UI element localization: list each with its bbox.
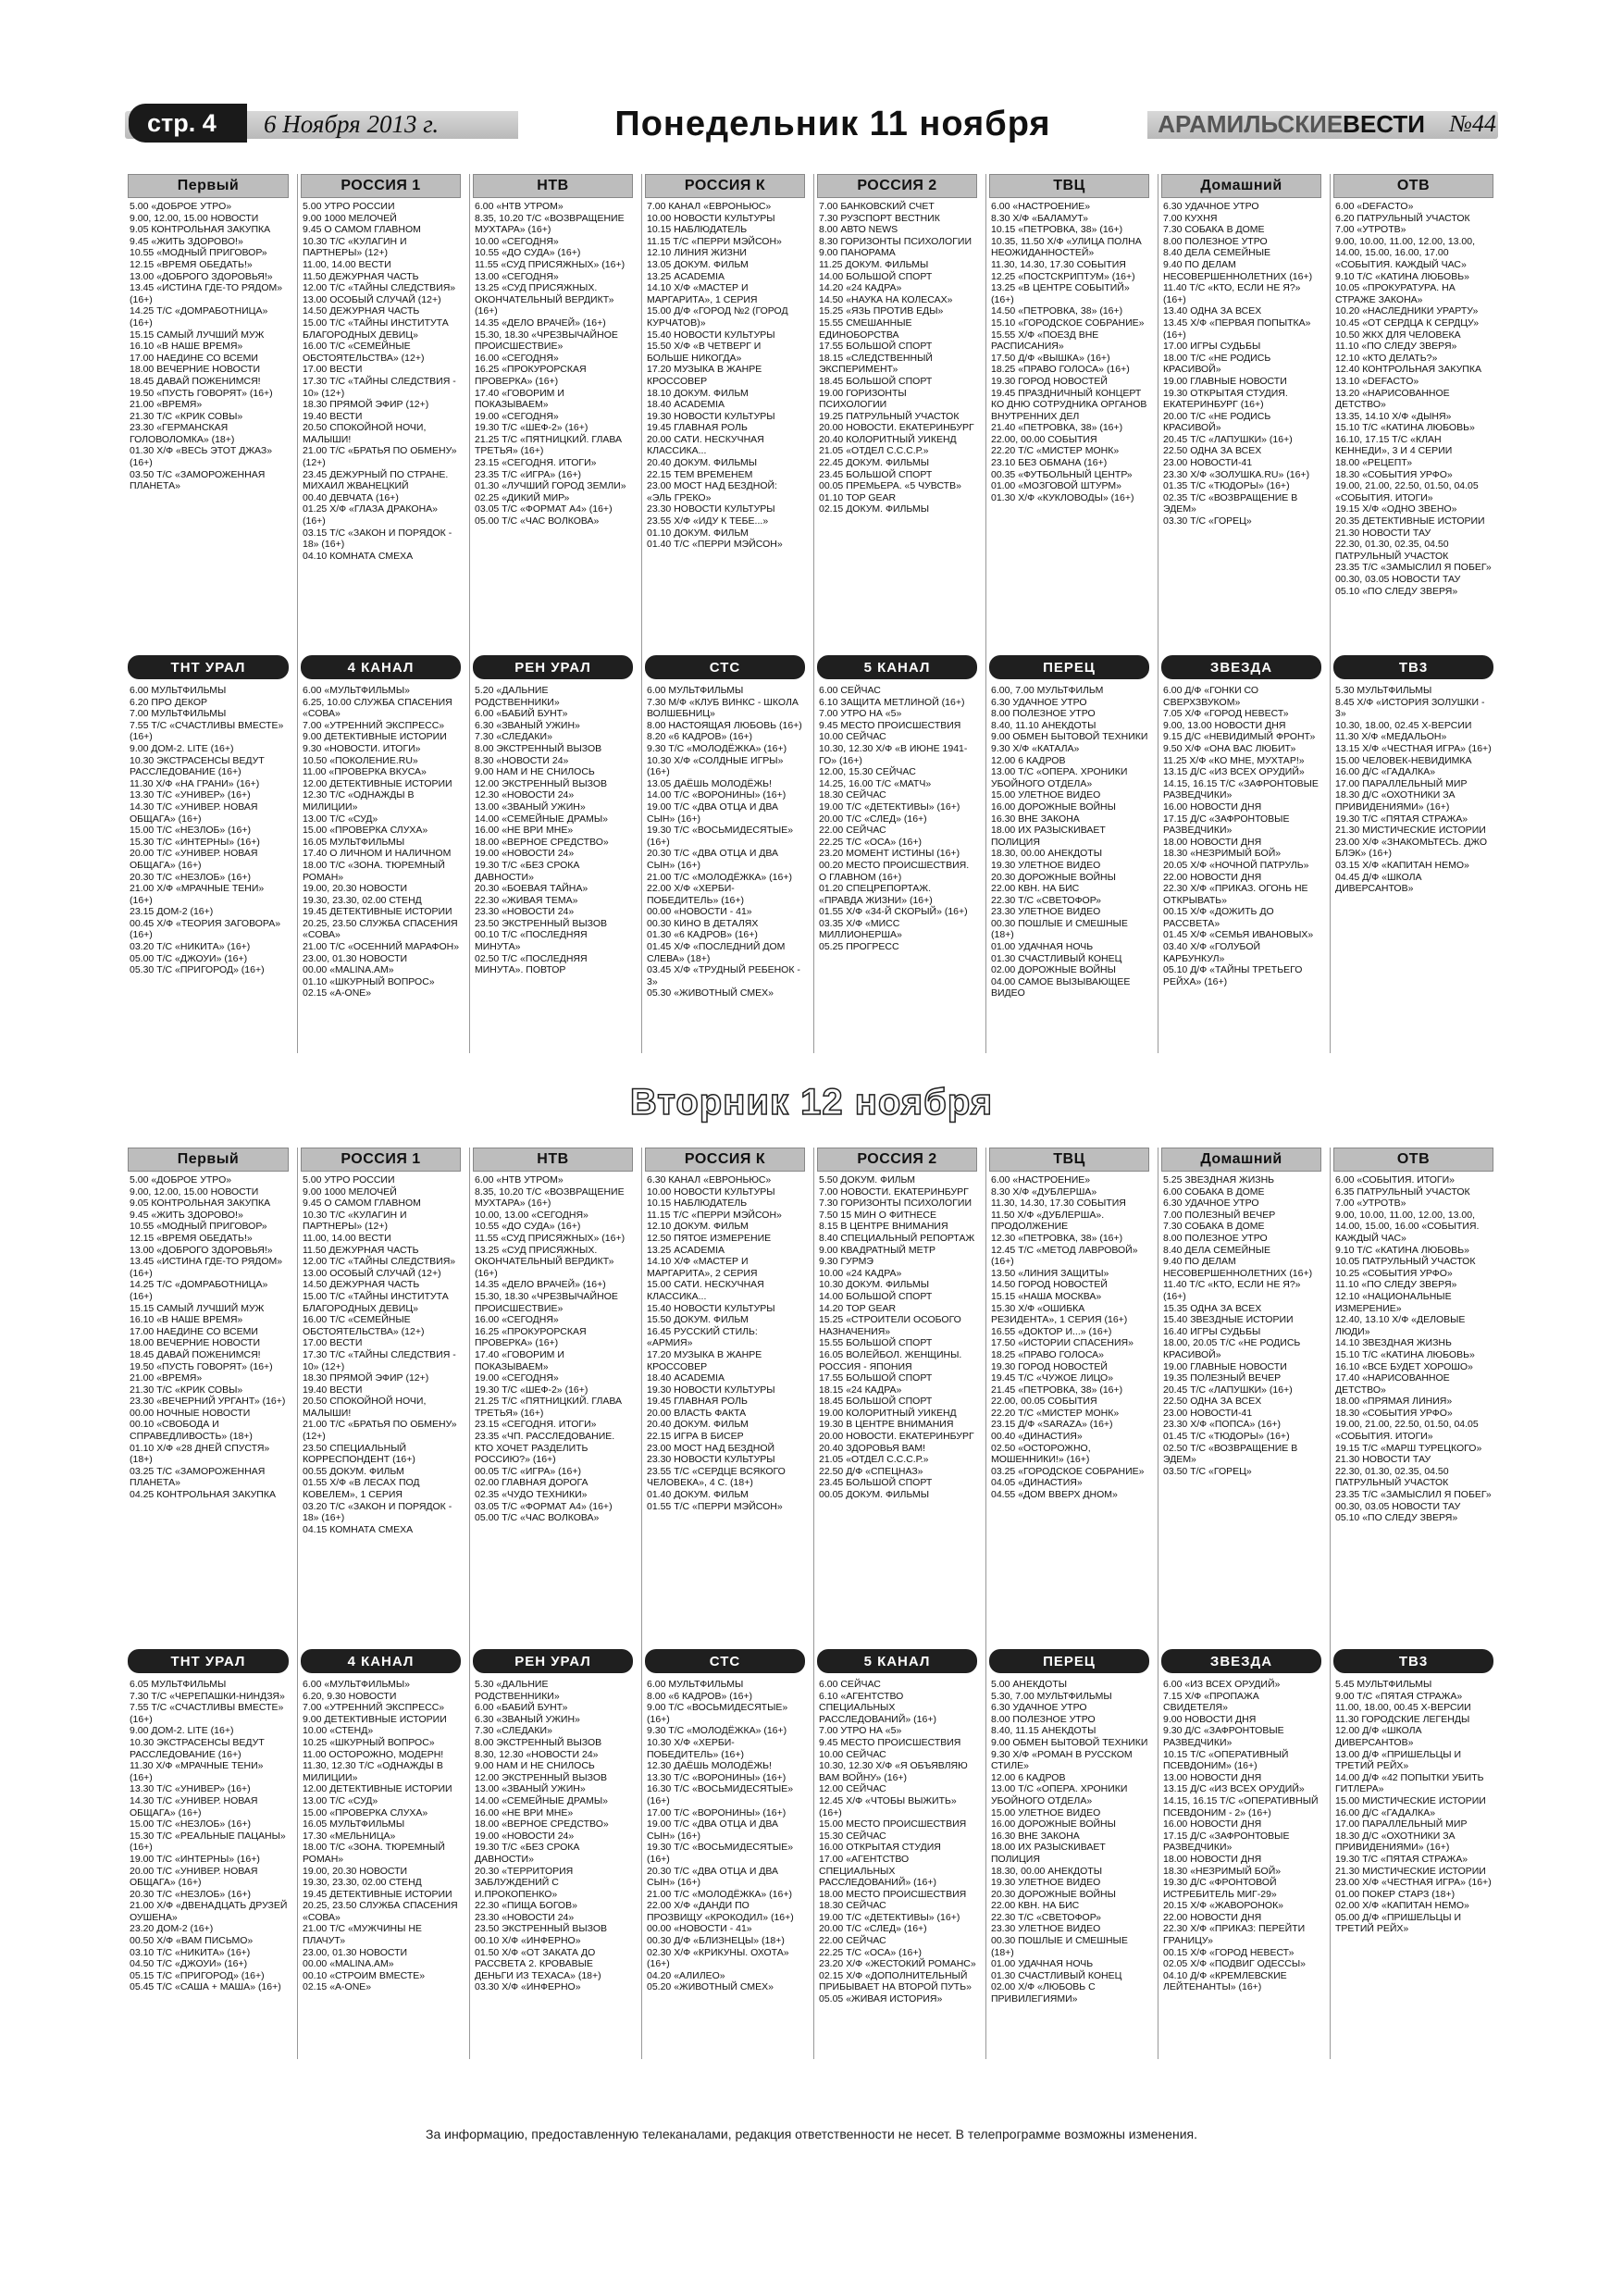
- channel-logo: ПЕРЕЦ: [989, 1649, 1149, 1673]
- channel-logo: ОТВ: [1333, 174, 1493, 198]
- day2-title: Вторник 12 ноября: [629, 1082, 994, 1123]
- channel-column: [1158, 174, 1324, 1053]
- program-list: 6.00 СЕЙЧАС 6.10 ЗАЩИТА МЕТЛИНОЙ (16+) 7.00 УТРО НА «5» 9.45 МЕСТО ПРОИСШЕСТВИЯ 10.00 СЕЙЧАС 10.30, 12.30 Х/Ф «В ИЮНЕ 1941-ГО» (16+) 12.00, 15.30 СЕЙЧАС 14.25, 16.00 Т/С «МАТЧ» 18.30 СЕЙЧАС 19.00 Т/С «ДЕТЕКТИВЫ» (16+) 20.00 Т/С «СЛЕД» (16+) 22.00 СЕЙЧАС 22.25 Т/С «ОСА» (16+) 23.20 МОМЕНТ ИСТИНЫ (16+) 00.20 МЕСТО ПРОИСШЕСТВИЯ. О ГЛАВНОМ (16+) 01.20 СПЕЦРЕПОРТАЖ. «ПРАВДА ЖИЗНИ» (16+) 01.55 Х/Ф «34-Й СКОРЫЙ» (16+) 03.35 Х/Ф «МИСС МИЛЛИОНЕРША» 05.25 ПРОГРЕСС: [819, 685, 970, 953]
- channel-logo: Домашний: [1161, 174, 1321, 198]
- channel-column: [1158, 1148, 1324, 2059]
- page-number: стр. 4: [129, 104, 247, 143]
- issue-number: №44: [1449, 110, 1496, 137]
- program-list: 6.00 «DEFACTO» 6.20 ПАТРУЛЬНЫЙ УЧАСТОК 7.00 «УТРОТВ» 9.00, 10.00, 11.00, 12.00, 13.00, 14.00, 15.00, 16.00, 17.00 «СОБЫТИЯ. КАЖДЫЙ ЧАС» 9.10 Т/С «КАТИНА ЛЮБОВЬ» 10.05 «ПРОКУРАТУРА. НА СТРАЖЕ ЗАКОНА» 10.20 «НАСЛЕДНИКИ УРАРТУ» 10.45 «ОТ СЕРДЦА К СЕРДЦУ» 10.50 ЖКХ ДЛЯ ЧЕЛОВЕКА 11.10 «ПО СЛЕДУ ЗВЕРЯ» 12.10 «КТО ДЕЛАТЬ?» 12.40 КОНТРОЛЬНАЯ ЗАКУПКА 13.10 «DEFACTO» 13.20 «НАРИСОВАННОЕ ДЕТСТВО» 13.35, 14.10 Х/Ф «ДЫНЯ» 15.10 Т/С «КАТИНА ЛЮБОВЬ» 16.10, 17.15 Т/С «КЛАН КЕННЕДИ», 3 И 4 СЕРИИ 18.00 «РЕЦЕПТ» 18.30 «СОБЫТИЯ УРФО» 19.00, 21.00, 22.50, 01.50, 04.05 «СОБЫТИЯ. ИТОГИ» 19.15 Х/Ф «ОДНО ЗВЕНО» 20.35 ДЕТЕКТИВНЫЕ ИСТОРИИ 21.30 НОВОСТИ ТАУ 22.30, 01.30, 02.35, 04.50 ПАТРУЛЬНЫЙ УЧАСТОК 23.35 Т/С «ЗАМЫСЛИЛ Я ПОБЕГ» 00.30, 03.05 НОВОСТИ ТАУ 05.10 «ПО СЛЕДУ ЗВЕРЯ»: [1335, 201, 1492, 597]
- program-list: 7.00 КАНАЛ «ЕВРОНЬЮС» 10.00 НОВОСТИ КУЛЬТУРЫ 10.15 НАБЛЮДАТЕЛЬ 11.15 Т/С «ПЕРРИ МЭЙСОН» 12.10 ЛИНИЯ ЖИЗНИ 13.05 ДОКУМ. ФИЛЬМ 13.25 ACADEMIA 14.10 Х/Ф «МАСТЕР И МАРГАРИТА», 1 СЕРИЯ 15.00 Д/Ф «ГОРОД №2 (ГОРОД КУРЧАТОВ)» 15.40 НОВОСТИ КУЛЬТУРЫ 15.50 Х/Ф «В ЧЕТВЕРГ И БОЛЬШЕ НИКОГДА» 17.20 МУЗЫКА В ЖАНРЕ КРОССОВЕР 18.10 ДОКУМ. ФИЛЬМ 18.40 ACADEMIA 19.30 НОВОСТИ КУЛЬТУРЫ 19.45 ГЛАВНАЯ РОЛЬ 20.00 САТИ. НЕСКУЧНАЯ КЛАССИКА... 20.40 ДОКУМ. ФИЛЬМЫ 22.15 ТЕМ ВРЕМЕНЕМ 23.00 МОСТ НАД БЕЗДНОЙ: «ЭЛЬ ГРЕКО» 23.30 НОВОСТИ КУЛЬТУРЫ 23.55 Х/Ф «ИДУ К ТЕБЕ...» 01.10 ДОКУМ. ФИЛЬМ 01.40 Т/С «ПЕРРИ МЭЙСОН»: [647, 201, 788, 551]
- program-list: 5.00 «ДОБРОЕ УТРО» 9.00, 12.00, 15.00 НОВОСТИ 9.05 КОНТРОЛЬНАЯ ЗАКУПКА 9.45 «ЖИТЬ ЗДОРОВО!» 10.55 «МОДНЫЙ ПРИГОВОР» 12.15 «ВРЕМЯ ОБЕДАТЬ!» 13.00 «ДОБРОГО ЗДОРОВЬЯ!» 13.45 «ИСТИНА ГДЕ-ТО РЯДОМ» (16+) 14.25 Т/С «ДОМРАБОТНИЦА» (16+) 15.15 САМЫЙ ЛУЧШИЙ МУЖ 16.10 «В НАШЕ ВРЕМЯ» 17.00 НАЕДИНЕ СО ВСЕМИ 18.00 ВЕЧЕРНИЕ НОВОСТИ 18.45 ДАВАЙ ПОЖЕНИМСЯ! 19.50 «ПУСТЬ ГОВОРЯТ» (16+) 21.00 «ВРЕМЯ» 21.30 Т/С «КРИК СОВЫ» 23.30 «ГЕРМАНСКАЯ ГОЛОВОЛОМКА» (18+) 01.30 Х/Ф «ВЕСЬ ЭТОТ ДЖАЗ» (16+) 03.50 Т/С «ЗАМОРОЖЕННАЯ ПЛАНЕТА»: [130, 201, 283, 492]
- channel-column: [1330, 174, 1496, 1053]
- program-list: 5.00 УТРО РОССИИ 9.00 1000 МЕЛОЧЕЙ 9.45 О САМОМ ГЛАВНОМ 10.30 Т/С «КУЛАГИН И ПАРТНЕРЫ» (12+) 11.00, 14.00 ВЕСТИ 11.50 ДЕЖУРНАЯ ЧАСТЬ 12.00 Т/С «ТАЙНЫ СЛЕДСТВИЯ» 13.00 ОСОБЫЙ СЛУЧАЙ (12+) 14.50 ДЕЖУРНАЯ ЧАСТЬ 15.00 Т/С «ТАЙНЫ ИНСТИТУТА БЛАГОРОДНЫХ ДЕВИЦ» 16.00 Т/С «СЕМЕЙНЫЕ ОБСТОЯТЕЛЬСТВА» (12+) 17.00 ВЕСТИ 17.30 Т/С «ТАЙНЫ СЛЕДСТВИЯ - 10» (12+) 18.30 ПРЯМОЙ ЭФИР (12+) 19.40 ВЕСТИ 20.50 СПОКОЙНОЙ НОЧИ, МАЛЫШИ! 21.00 Т/С «БРАТЬЯ ПО ОБМЕНУ» (12+) 23.45 ДЕЖУРНЫЙ ПО СТРАНЕ. МИХАИЛ ЖВАНЕЦКИЙ 00.40 ДЕВЧАТА (16+) 01.25 Х/Ф «ГЛАЗА ДРАКОНА» (16+) 03.15 Т/С «ЗАКОН И ПОРЯДОК - 18» (16+) 04.10 КОМНАТА СМЕХА: [303, 201, 457, 562]
- program-list: 5.20 «ДАЛЬНИЕ РОДСТВЕННИКИ» 6.00 «БАБИЙ БУНТ» 6.30 «ЗВАНЫЙ УЖИН» 7.30 «СЛЕДАКИ» 8.00 ЭКСТРЕННЫЙ ВЫЗОВ 8.30 «НОВОСТИ 24» 9.00 НАМ И НЕ СНИЛОСЬ 12.00 ЭКСТРЕННЫЙ ВЫЗОВ 12.30 «НОВОСТИ 24» 13.00 «ЗВАНЫЙ УЖИН» 14.00 «СЕМЕЙНЫЕ ДРАМЫ» 16.00 «НЕ ВРИ МНЕ» 18.00 «ВЕРНОЕ СРЕДСТВО» 19.00 «НОВОСТИ 24» 19.30 Т/С «БЕЗ СРОКА ДАВНОСТИ» 20.30 «БОЕВАЯ ТАЙНА» 22.30 «ЖИВАЯ ТЕМА» 23.30 «НОВОСТИ 24» 23.50 ЭКСТРЕННЫЙ ВЫЗОВ 00.10 Т/С «ПОСЛЕДНЯЯ МИНУТА» 02.50 Т/С «ПОСЛЕДНЯЯ МИНУТА». ПОВТОР: [475, 685, 609, 976]
- newspaper-logo: [1147, 107, 1425, 141]
- program-list: 6.00 «НТВ УТРОМ» 8.35, 10.20 Т/С «ВОЗВРАЩЕНИЕ МУХТАРА» (16+) 10.00 «СЕГОДНЯ» 10.55 «ДО СУДА» (16+) 11.55 «СУД ПРИСЯЖНЫХ» (16+) 13.00 «СЕГОДНЯ» 13.25 «СУД ПРИСЯЖНЫХ. ОКОНЧАТЕЛЬНЫЙ ВЕРДИКТ» (16+) 14.35 «ДЕЛО ВРАЧЕЙ» (16+) 15.30, 18.30 «ЧРЕЗВЫЧАЙНОЕ ПРОИСШЕСТВИЕ» 16.00 «СЕГОДНЯ» 16.25 «ПРОКУРОРСКАЯ ПРОВЕРКА» (16+) 17.40 «ГОВОРИМ И ПОКАЗЫВАЕМ» 19.00 «СЕГОДНЯ» 19.30 Т/С «ШЕФ-2» (16+) 21.25 Т/С «ПЯТНИЦКИЙ. ГЛАВА ТРЕТЬЯ» (16+) 23.15 «СЕГОДНЯ. ИТОГИ» 23.35 Т/С «ИГРА» (16+) 01.30 «ЛУЧШИЙ ГОРОД ЗЕМЛИ» 02.25 «ДИКИЙ МИР» 03.05 Т/С «ФОРМАТ А4» (16+) 05.00 Т/С «ЧАС ВОЛКОВА»: [475, 201, 626, 527]
- channel-logo: РЕН УРАЛ: [473, 655, 633, 679]
- channel-column: [813, 174, 980, 1053]
- channel-column: [125, 174, 291, 1053]
- channel-logo: РОССИЯ 1: [301, 1148, 461, 1172]
- channel-column: [125, 1148, 291, 2059]
- program-list: 6.00, 7.00 МУЛЬТФИЛЬМ 6.30 УДАЧНОЕ УТРО 8.00 ПОЛЕЗНОЕ УТРО 8.40, 11.10 АНЕКДОТЫ 9.00 ОБМЕН БЫТОВОЙ ТЕХНИКИ 9.30 Х/Ф «КАТАЛА» 12.00 6 КАДРОВ 13.00 Т/С «ОПЕРА. ХРОНИКИ УБОЙНОГО ОТДЕЛА» 15.00 УЛЕТНОЕ ВИДЕО 16.00 ДОРОЖНЫЕ ВОЙНЫ 16.30 ВНЕ ЗАКОНА 18.00 ИХ РАЗЫСКИВАЕТ ПОЛИЦИЯ 18.30, 00.00 АНЕКДОТЫ 19.30 УЛЕТНОЕ ВИДЕО 20.30 ДОРОЖНЫЕ ВОЙНЫ 22.00 КВН. НА БИС 22.30 Т/С «СВЕТОФОР» 23.30 УЛЕТНОЕ ВИДЕО 00.30 ПОШЛЫЕ И СМЕШНЫЕ (18+) 01.00 УДАЧНАЯ НОЧЬ 01.30 СЧАСТЛИВЫЙ КОНЕЦ 02.00 ДОРОЖНЫЕ ВОЙНЫ 04.00 САМОЕ ВЫЗЫВАЮЩЕЕ ВИДЕО: [991, 685, 1148, 999]
- channel-logo: Домашний: [1161, 1148, 1321, 1172]
- channel-logo: РОССИЯ К: [645, 174, 805, 198]
- channel-logo: ПЕРЕЦ: [989, 655, 1149, 679]
- channel-column: [297, 174, 464, 1053]
- newspaper-logo-bold: ВЕСТИ: [1343, 110, 1425, 138]
- channel-logo: СТС: [645, 1649, 805, 1673]
- program-list: 5.30 МУЛЬТФИЛЬМЫ 8.45 Х/Ф «ИСТОРИЯ ЗОЛУШКИ - 3» 10.30, 18.00, 02.45 Х-ВЕРСИИ 11.30 Х/Ф «МЕДАЛЬОН» 13.15 Х/Ф «ЧЕСТНАЯ ИГРА» (16+) 15.00 ЧЕЛОВЕК-НЕВИДИМКА 16.00 Д/С «ГАДАЛКА» 17.00 ПАРАЛЛЕЛЬНЫЙ МИР 18.30 Д/С «ОХОТНИКИ ЗА ПРИВИДЕНИЯМИ» (16+) 19.30 Т/С «ПЯТАЯ СТРАЖА» 21.30 МИСТИЧЕСКИЕ ИСТОРИИ 23.00 Х/Ф «ЗНАКОМЬТЕСЬ. ДЖО БЛЭК» (16+) 03.15 Х/Ф «КАПИТАН НЕМО» 04.45 Д/Ф «ШКОЛА ДИВЕРСАНТОВ»: [1335, 685, 1492, 895]
- program-list: 6.00 «НАСТРОЕНИЕ» 8.30 Х/Ф «ДУБЛЕРША» 11.30, 14.30, 17.30 СОБЫТИЯ 11.50 Х/Ф «ДУБЛЕРША». ПРОДОЛЖЕНИЕ 12.30 «ПЕТРОВКА, 38» (16+) 12.45 Т/С «МЕТОД ЛАВРОВОЙ» (16+) 13.50 «ЛИНИЯ ЗАЩИТЫ» 14.50 ГОРОД НОВОСТЕЙ 15.15 «НАША МОСКВА» 15.30 Х/Ф «ОШИБКА РЕЗИДЕНТА», 1 СЕРИЯ (16+) 16.55 «ДОКТОР И...» (16+) 17.50 «ИСТОРИИ СПАСЕНИЯ» 18.25 «ПРАВО ГОЛОСА» 19.30 ГОРОД НОВОСТЕЙ 19.45 Т/С «ЧУЖОЕ ЛИЦО» 21.45 «ПЕТРОВКА, 38» (16+) 22.00, 00.05 СОБЫТИЯ 22.20 Т/С «МИСТЕР МОНК» 23.15 Д/Ф «SARAZA» (16+) 00.40 «ДИНАСТИЯ» 02.50 «ОСТОРОЖНО, МОШЕННИКИ!» (16+) 03.25 «ГОРОДСКОЕ СОБРАНИЕ» 04.05 «ДИНАСТИЯ» 04.55 «ДОМ ВВЕРХ ДНОМ»: [991, 1174, 1145, 1501]
- program-list: 7.00 БАНКОВСКИЙ СЧЕТ 7.30 РУЗСПОРТ ВЕСТНИК 8.00 АВТО NEWS 8.30 ГОРИЗОНТЫ ПСИХОЛОГИИ 9.00 ПАНОРАМА 11.25 ДОКУМ. ФИЛЬМЫ 14.00 БОЛЬШОЙ СПОРТ 14.20 «24 КАДРА» 14.50 «НАУКА НА КОЛЕСАХ» 15.25 «ЯЗЬ ПРОТИВ ЕДЫ» 15.55 СМЕШАННЫЕ ЕДИНОБОРСТВА 17.55 БОЛЬШОЙ СПОРТ 18.15 «СЛЕДСТВЕННЫЙ ЭКСПЕРИМЕНТ» 18.45 БОЛЬШОЙ СПОРТ 19.00 ГОРИЗОНТЫ ПСИХОЛОГИИ 19.25 ПАТРУЛЬНЫЙ УЧАСТОК 20.00 НОВОСТИ. ЕКАТЕРИНБУРГ 20.40 КОЛОРИТНЫЙ УИКЕНД 21.05 «ОТДЕЛ С.С.С.Р.» 22.45 ДОКУМ. ФИЛЬМЫ 23.45 БОЛЬШОЙ СПОРТ 00.05 ПРЕМЬЕРА. «5 ЧУВСТВ» 01.10 TOP GEAR 02.15 ДОКУМ. ФИЛЬМЫ: [819, 201, 974, 515]
- channel-logo: 5 КАНАЛ: [817, 655, 977, 679]
- channel-logo: РОССИЯ 1: [301, 174, 461, 198]
- program-list: 6.00 «СОБЫТИЯ. ИТОГИ» 6.35 ПАТРУЛЬНЫЙ УЧАСТОК 7.00 «УТРОТВ» 9.00, 10.00, 11.00, 12.00, 13.00, 14.00, 15.00, 16.00 «СОБЫТИЯ. КАЖДЫЙ ЧАС» 9.10 Т/С «КАТИНА ЛЮБОВЬ» 10.05 ПАТРУЛЬНЫЙ УЧАСТОК 10.25 «СОБЫТИЯ УРФО» 11.10 «ПО СЛЕДУ ЗВЕРЯ» 12.10 «НАЦИОНАЛЬНЫЕ ИЗМЕРЕНИЕ» 12.40, 13.10 Х/Ф «ДЕЛОВЫЕ ЛЮДИ» 14.10 ЗВЕЗДНАЯ ЖИЗНЬ 15.10 Т/С «КАТИНА ЛЮБОВЬ» 16.10 «ВСЕ БУДЕТ ХОРОШО» 17.40 «НАРИСОВАННОЕ ДЕТСТВО» 18.00 «ПРЯМАЯ ЛИНИЯ» 18.30 «СОБЫТИЯ УРФО» 19.00, 21.00, 22.50, 01.50, 04.05 «СОБЫТИЯ. ИТОГИ» 19.15 Т/С «МАРШ ТУРЕЦКОГО» 21.30 НОВОСТИ ТАУ 22.30, 01.30, 02.35, 04.50 ПАТРУЛЬНЫЙ УЧАСТОК 23.35 Т/С «ЗАМЫСЛИЛ Я ПОБЕГ» 00.30, 03.05 НОВОСТИ ТАУ 05.10 «ПО СЛЕДУ ЗВЕРЯ»: [1335, 1174, 1492, 1524]
- channel-column: [641, 174, 808, 1053]
- channel-logo: ОТВ: [1333, 1148, 1493, 1172]
- program-list: 5.30 «ДАЛЬНИЕ РОДСТВЕННИКИ» 6.00 «БАБИЙ БУНТ» 6.30 «ЗВАНЫЙ УЖИН» 7.30 «СЛЕДАКИ» 8.00 ЭКСТРЕННЫЙ ВЫЗОВ 8.30, 12.30 «НОВОСТИ 24» 9.00 НАМ И НЕ СНИЛОСЬ 12.00 ЭКСТРЕННЫЙ ВЫЗОВ 13.00 «ЗВАНЫЙ УЖИН» 14.00 «СЕМЕЙНЫЕ ДРАМЫ» 16.00 «НЕ ВРИ МНЕ» 18.00 «ВЕРНОЕ СРЕДСТВО» 19.00 «НОВОСТИ 24» 19.30 Т/С «БЕЗ СРОКА ДАВНОСТИ» 20.30 «ТЕРРИТОРИЯ ЗАБЛУЖДЕНИЙ С И.ПРОКОПЕНКО» 22.30 «ПИЩА БОГОВ» 23.30 «НОВОСТИ 24» 23.50 ЭКСТРЕННЫЙ ВЫЗОВ 00.10 Х/Ф «ИНФЕРНО» 01.50 Х/Ф «ОТ ЗАКАТА ДО РАССВЕТА 2. КРОВАВЫЕ ДЕНЬГИ ИЗ ТЕХАСА» (18+) 03.30 Х/Ф «ИНФЕРНО»: [475, 1679, 609, 1993]
- channel-logo: 4 КАНАЛ: [301, 1649, 461, 1673]
- channel-logo: ТВ3: [1333, 655, 1493, 679]
- channel-logo: Первый: [128, 174, 289, 198]
- program-list: 6.00 МУЛЬТФИЛЬМЫ 8.00 «6 КАДРОВ» (16+) 9.00 Т/С «ВОСЬМИДЕСЯТЫЕ» (16+) 9.30 Т/С «МОЛОДЁЖКА» (16+) 10.30 Х/Ф «ХЕРБИ-ПОБЕДИТЕЛЬ» (16+) 12.30 ДАЁШЬ МОЛОДЁЖЬ! 13.30 Т/С «ВОРОНИНЫ» (16+) 16.30 Т/С «ВОСЬМИДЕСЯТЫЕ» (16+) 17.00 Т/С «ВОРОНИНЫ» (16+) 19.00 Т/С «ДВА ОТЦА И ДВА СЫН» (16+) 19.30 Т/С «ВОСЬМИДЕСЯТЫЕ» (16+) 20.30 Т/С «ДВА ОТЦА И ДВА СЫН» (16+) 21.00 Т/С «МОЛОДЁЖКА» (16+) 22.00 Х/Ф «ДАНДИ ПО ПРОЗВИЩУ «КРОКОДИЛ» (16+) 00.00 «НОВОСТИ - 41» 00.30 Д/Ф «БЛИЗНЕЦЫ» (18+) 02.30 Х/Ф «КРИКУНЫ. ОХОТА» (16+) 04.20 «АЛИЛЕО» 05.20 «ЖИВОТНЫЙ СМЕХ»: [647, 1679, 794, 1993]
- issue-date: 6 Ноября 2013 г.: [264, 110, 440, 138]
- channel-column: [641, 1148, 808, 2059]
- channel-column: [469, 1148, 636, 2059]
- program-list: 6.00 «ИЗ ВСЕХ ОРУДИЙ» 7.15 Х/Ф «ПРОПАЖА СВИДЕТЕЛЯ» 9.00 НОВОСТИ ДНЯ 9.30 Д/С «ЗАФРОНТОВЫЕ РАЗВЕДЧИКИ» 10.15 Т/С «ОПЕРАТИВНЫЙ ПСЕВДОНИМ» (16+) 13.00 НОВОСТИ ДНЯ 13.15 Д/С «ИЗ ВСЕХ ОРУДИЙ» 14.15, 16.15 Т/С «ОПЕРАТИВНЫЙ ПСЕВДОНИМ - 2» (16+) 16.00 НОВОСТИ ДНЯ 17.15 Д/С «ЗАФРОНТОВЫЕ РАЗВЕДЧИКИ» 18.00 НОВОСТИ ДНЯ 18.30 «НЕЗРИМЫЙ БОЙ» 19.30 Д/С «ФРОНТОВОЙ ИСТРЕБИТЕЛЬ МИГ-29» 20.15 Х/Ф «ЖАВОРОНОК» 22.00 НОВОСТИ ДНЯ 22.30 Х/Ф «ПРИКАЗ: ПЕРЕЙТИ ГРАНИЦУ» 00.15 Х/Ф «ГОРОД НЕВЕСТ» 02.05 Х/Ф «ПОДВИГ ОДЕССЫ» 04.10 Д/Ф «КРЕМЛЕВСКИЕ ЛЕЙТЕНАНТЫ» (16+): [1163, 1679, 1319, 1993]
- channel-logo: РОССИЯ 2: [817, 1148, 977, 1172]
- channel-logo: 5 КАНАЛ: [817, 1649, 977, 1673]
- program-list: 5.50 ДОКУМ. ФИЛЬМ 7.00 НОВОСТИ. ЕКАТЕРИНБУРГ 7.30 ГОРИЗОНТЫ ПСИХОЛОГИИ 7.50 15 МИН О ФИТНЕСЕ 8.15 В ЦЕНТРЕ ВНИМАНИЯ 8.40 СПЕЦИАЛЬНЫЙ РЕПОРТАЖ 9.00 КВАДРАТНЫЙ МЕТР 9.30 ГУРМЭ 10.00 «24 КАДРА» 10.30 ДОКУМ. ФИЛЬМЫ 14.00 БОЛЬШОЙ СПОРТ 14.20 TOP GEAR 15.25 «СТРОИТЕЛИ ОСОБОГО НАЗНАЧЕНИЯ» 15.55 БОЛЬШОЙ СПОРТ 16.05 ВОЛЕЙБОЛ. ЖЕНЩИНЫ. РОССИЯ - ЯПОНИЯ 17.55 БОЛЬШОЙ СПОРТ 18.15 «24 КАДРА» 18.45 БОЛЬШОЙ СПОРТ 19.00 КОЛОРИТНЫЙ УИКЕНД 19.30 В ЦЕНТРЕ ВНИМАНИЯ 20.00 НОВОСТИ. ЕКАТЕРИНБУРГ 20.40 ЗДОРОВЬЯ ВАМ! 21.05 «ОТДЕЛ С.С.С.Р.» 22.50 Д/Ф «СПЕЦНАЗ» 23.45 БОЛЬШОЙ СПОРТ 00.05 ДОКУМ. ФИЛЬМЫ: [819, 1174, 975, 1501]
- schedule-grid-tuesday: [125, 1148, 1504, 2059]
- channel-logo: ТВЦ: [989, 174, 1149, 198]
- channel-logo: ТНТ УРАЛ: [128, 1649, 289, 1673]
- channel-logo: ТВ3: [1333, 1649, 1493, 1673]
- channel-logo: НТВ: [473, 174, 633, 198]
- channel-column: [985, 174, 1152, 1053]
- program-list: 6.00 «НТВ УТРОМ» 8.35, 10.20 Т/С «ВОЗВРАЩЕНИЕ МУХТАРА» (16+) 10.00, 13.00 «СЕГОДНЯ» 10.55 «ДО СУДА» (16+) 11.55 «СУД ПРИСЯЖНЫХ» (16+) 13.25 «СУД ПРИСЯЖНЫХ. ОКОНЧАТЕЛЬНЫЙ ВЕРДИКТ» (16+) 14.35 «ДЕЛО ВРАЧЕЙ» (16+) 15.30, 18.30 «ЧРЕЗВЫЧАЙНОЕ ПРОИСШЕСТВИЕ» 16.00 «СЕГОДНЯ» 16.25 «ПРОКУРОРСКАЯ ПРОВЕРКА» (16+) 17.40 «ГОВОРИМ И ПОКАЗЫВАЕМ» 19.00 «СЕГОДНЯ» 19.30 Т/С «ШЕФ-2» (16+) 21.25 Т/С «ПЯТНИЦКИЙ. ГЛАВА ТРЕТЬЯ» (16+) 23.15 «СЕГОДНЯ. ИТОГИ» 23.35 «ЧП. РАССЛЕДОВАНИЕ. КТО ХОЧЕТ РАЗДЕЛИТЬ РОССИЮ?» (16+) 00.05 Т/С «ИГРА» (16+) 02.00 ГЛАВНАЯ ДОРОГА 02.35 «ЧУДО ТЕХНИКИ» 03.05 Т/С «ФОРМАТ А4» (16+) 05.00 Т/С «ЧАС ВОЛКОВА»: [475, 1174, 626, 1524]
- program-list: 6.00 «МУЛЬТФИЛЬМЫ» 6.25, 10.00 СЛУЖБА СПАСЕНИЯ «СОВА» 7.00 «УТРЕННИЙ ЭКСПРЕСС» 9.00 ДЕТЕКТИВНЫЕ ИСТОРИИ 9.30 «НОВОСТИ. ИТОГИ» 10.50 «ПОКОЛЕНИЕ.RU» 11.00 «ПРОВЕРКА ВКУСА» 12.00 ДЕТЕКТИВНЫЕ ИСТОРИИ 12.30 Т/С «ОДНАЖДЫ В МИЛИЦИИ» 13.00 Т/С «СУД» 15.00 «ПРОВЕРКА СЛУХА» 16.05 МУЛЬТФИЛЬМЫ 17.40 О ЛИЧНОМ И НАЛИЧНОМ 18.00 Т/С «ЗОНА. ТЮРЕМНЫЙ РОМАН» 19.00, 20.30 НОВОСТИ 19.30, 23.30, 02.00 СТЕНД 19.45 ДЕТЕКТИВНЫЕ ИСТОРИИ 20.25, 23.50 СЛУЖБА СПАСЕНИЯ «СОВА» 21.00 Т/С «ОСЕННИЙ МАРАФОН» 23.00, 01.30 НОВОСТИ 00.00 «MALINA.AM» 01.10 «ШКУРНЫЙ ВОПРОС» 02.15 «A-ONE»: [303, 685, 460, 999]
- channel-logo: РОССИЯ 2: [817, 174, 977, 198]
- channel-column: [813, 1148, 980, 2059]
- program-list: 6.00 «НАСТРОЕНИЕ» 8.30 Х/Ф «БАЛАМУТ» 10.15 «ПЕТРОВКА, 38» (16+) 10.35, 11.50 Х/Ф «УЛИЦА ПОЛНА НЕОЖИДАННОСТЕЙ» 11.30, 14.30, 17.30 СОБЫТИЯ 12.25 «ПОСТСКРИПТУМ» (16+) 13.25 «В ЦЕНТРЕ СОБЫТИЙ» (16+) 14.50 «ПЕТРОВКА, 38» (16+) 15.10 «ГОРОДСКОЕ СОБРАНИЕ» 15.55 Х/Ф «ПОЕЗД ВНЕ РАСПИСАНИЯ» 17.50 Д/Ф «ВЫШКА» (16+) 18.25 «ПРАВО ГОЛОСА» (16+) 19.30 ГОРОД НОВОСТЕЙ 19.45 ПРАЗДНИЧНЫЙ КОНЦЕРТ КО ДНЮ СОТРУДНИКА ОРГАНОВ ВНУТРЕННИХ ДЕЛ 21.40 «ПЕТРОВКА, 38» (16+) 22.00, 00.00 СОБЫТИЯ 22.20 Т/С «МИСТЕР МОНК» 23.10 БЕЗ ОБМАНА (16+) 00.35 «ФУТБОЛЬНЫЙ ЦЕНТР» 01.00 «МОЗГОВОЙ ШТУРМ» 01.30 Х/Ф «КУКЛОВОДЫ» (16+): [991, 201, 1147, 503]
- program-list: 6.00 «МУЛЬТФИЛЬМЫ» 6.20, 9.30 НОВОСТИ 7.00 «УТРЕННИЙ ЭКСПРЕСС» 9.00 ДЕТЕКТИВНЫЕ ИСТОРИИ 10.00 «СТЕНД» 10.25 «ШКУРНЫЙ ВОПРОС» 11.00 ОСТОРОЖНО, МОДЕРН! 11.30, 12.30 Т/С «ОДНАЖДЫ В МИЛИЦИИ» 12.00 ДЕТЕКТИВНЫЕ ИСТОРИИ 13.00 Т/С «СУД» 15.00 «ПРОВЕРКА СЛУХА» 16.05 МУЛЬТФИЛЬМЫ 17.30 «МЕЛЬНИЦА» 18.00 Т/С «ЗОНА. ТЮРЕМНЫЙ РОМАН» 19.00, 20.30 НОВОСТИ 19.30, 23.30, 02.00 СТЕНД 19.45 ДЕТЕКТИВНЫЕ ИСТОРИИ 20.25, 23.50 СЛУЖБА СПАСЕНИЯ «СОВА» 21.00 Т/С «МУЖЧИНЫ НЕ ПЛАЧУТ» 23.00, 01.30 НОВОСТИ 00.00 «MALINA.AM» 00.10 «СТРОИМ ВМЕСТЕ» 02.15 «A-ONE»: [303, 1679, 458, 1993]
- program-list: 5.25 ЗВЕЗДНАЯ ЖИЗНЬ 6.00 СОБАКА В ДОМЕ 6.30 УДАЧНОЕ УТРО 7.00 ПОЛЕЗНЫЙ ВЕЧЕР 7.30 СОБАКА В ДОМЕ 8.00 ПОЛЕЗНОЕ УТРО 8.40 ДЕЛА СЕМЕЙНЫЕ 9.40 ПО ДЕЛАМ НЕСОВЕРШЕННОЛЕТНИХ (16+) 11.40 Т/С «КТО, ЕСЛИ НЕ Я?» (16+) 15.35 ОДНА ЗА ВСЕХ 15.40 ЗВЕЗДНЫЕ ИСТОРИИ 16.40 ИГРЫ СУДЬБЫ 18.00, 20.05 Т/С «НЕ РОДИСЬ КРАСИВОЙ» 19.00 ГЛАВНЫЕ НОВОСТИ 19.35 ПОЛЕЗНЫЙ ВЕЧЕР 20.45 Т/С «ЛАПУШКИ» (16+) 22.50 ОДНА ЗА ВСЕХ 23.00 НОВОСТИ-41 23.30 Х/Ф «ПОПСА» (16+) 01.45 Т/С «ТЮДОРЫ» (16+) 02.50 Т/С «ВОЗВРАЩЕНИЕ В ЭДЕМ» 03.50 Т/С «ГОРЕЦ»: [1163, 1174, 1313, 1477]
- program-list: 6.30 КАНАЛ «ЕВРОНЬЮС» 10.00 НОВОСТИ КУЛЬТУРЫ 10.15 НАБЛЮДАТЕЛЬ 11.15 Т/С «ПЕРРИ МЭЙСОН» 12.10 ДОКУМ. ФИЛЬМ 12.50 ПЯТОЕ ИЗМЕРЕНИЕ 13.25 ACADEMIA 14.10 Х/Ф «МАСТЕР И МАРГАРИТА», 2 СЕРИЯ 15.00 САТИ. НЕСКУЧНАЯ КЛАССИКА... 15.40 НОВОСТИ КУЛЬТУРЫ 15.50 ДОКУМ. ФИЛЬМ 16.45 РУССКИЙ СТИЛЬ: «АРМИЯ» 17.20 МУЗЫКА В ЖАНРЕ КРОССОВЕР 18.40 ACADEMIA 19.30 НОВОСТИ КУЛЬТУРЫ 19.45 ГЛАВНАЯ РОЛЬ 20.00 ВЛАСТЬ ФАКТА 20.40 ДОКУМ. ФИЛЬМ 22.15 ИГРА В БИСЕР 23.00 МОСТ НАД БЕЗДНОЙ 23.30 НОВОСТИ КУЛЬТУРЫ 23.55 Т/С «СЕРДЦЕ ВСЯКОГО ЧЕЛОВЕКА», 4 С. (18+) 01.40 ДОКУМ. ФИЛЬМ 01.55 Т/С «ПЕРРИ МЭЙСОН»: [647, 1174, 786, 1512]
- channel-logo: ТНТ УРАЛ: [128, 655, 289, 679]
- disclaimer: За информацию, предоставленную телеканалами, редакция ответственности не несет. В телепрограмме возможны изменения.: [426, 2127, 1197, 2141]
- channel-logo: СТС: [645, 655, 805, 679]
- program-list: 6.30 УДАЧНОЕ УТРО 7.00 КУХНЯ 7.30 СОБАКА В ДОМЕ 8.00 ПОЛЕЗНОЕ УТРО 8.40 ДЕЛА СЕМЕЙНЫЕ 9.40 ПО ДЕЛАМ НЕСОВЕРШЕННОЛЕТНИХ (16+) 11.40 Т/С «КТО, ЕСЛИ НЕ Я?» (16+) 13.40 ОДНА ЗА ВСЕХ 13.45 Х/Ф «ПЕРВАЯ ПОПЫТКА» (16+) 17.00 ИГРЫ СУДЬБЫ 18.00 Т/С «НЕ РОДИСЬ КРАСИВОЙ» 19.00 ГЛАВНЫЕ НОВОСТИ 19.30 ОТКРЫТАЯ СТУДИЯ. ЕКАТЕРИНБУРГ (16+) 20.00 Т/С «НЕ РОДИСЬ КРАСИВОЙ» 20.45 Т/С «ЛАПУШКИ» (16+) 22.50 ОДНА ЗА ВСЕХ 23.00 НОВОСТИ-41 23.30 Х/Ф «ЗОЛУШКА.RU» (16+) 01.35 Т/С «ТЮДОРЫ» (16+) 02.35 Т/С «ВОЗВРАЩЕНИЕ В ЭДЕМ» 03.30 Т/С «ГОРЕЦ»: [1163, 201, 1313, 527]
- channel-logo: ЗВЕЗДА: [1161, 1649, 1321, 1673]
- channel-logo: РОССИЯ К: [645, 1148, 805, 1172]
- channel-column: [1330, 1148, 1496, 2059]
- channel-logo: НТВ: [473, 1148, 633, 1172]
- newspaper-logo-light: АРАМИЛЬСКИЕ: [1158, 110, 1344, 138]
- program-list: 5.00 УТРО РОССИИ 9.00 1000 МЕЛОЧЕЙ 9.45 О САМОМ ГЛАВНОМ 10.30 Т/С «КУЛАГИН И ПАРТНЕРЫ» (12+) 11.00, 14.00 ВЕСТИ 11.50 ДЕЖУРНАЯ ЧАСТЬ 12.00 Т/С «ТАЙНЫ СЛЕДСТВИЯ» 13.00 ОСОБЫЙ СЛУЧАЙ (12+) 14.50 ДЕЖУРНАЯ ЧАСТЬ 15.00 Т/С «ТАЙНЫ ИНСТИТУТА БЛАГОРОДНЫХ ДЕВИЦ» 16.00 Т/С «СЕМЕЙНЫЕ ОБСТОЯТЕЛЬСТВА» (12+) 17.00 ВЕСТИ 17.30 Т/С «ТАЙНЫ СЛЕДСТВИЯ - 10» (12+) 18.30 ПРЯМОЙ ЭФИР (12+) 19.40 ВЕСТИ 20.50 СПОКОЙНОЙ НОЧИ, МАЛЫШИ! 21.00 Т/С «БРАТЬЯ ПО ОБМЕНУ» (12+) 23.50 СПЕЦИАЛЬНЫЙ КОРРЕСПОНДЕНТ (16+) 00.55 ДОКУМ. ФИЛЬМ 01.55 Х/Ф «В ЛЕСАХ ПОД КОВЕЛЕМ», 1 СЕРИЯ 03.20 Т/С «ЗАКОН И ПОРЯДОК - 18» (16+) 04.15 КОМНАТА СМЕХА: [303, 1174, 457, 1535]
- channel-logo: 4 КАНАЛ: [301, 655, 461, 679]
- channel-column: [985, 1148, 1152, 2059]
- program-list: 5.00 АНЕКДОТЫ 5.30, 7.00 МУЛЬТФИЛЬМЫ 6.30 УДАЧНОЕ УТРО 8.00 ПОЛЕЗНОЕ УТРО 8.40, 11.15 АНЕКДОТЫ 9.00 ОБМЕН БЫТОВОЙ ТЕХНИКИ 9.30 Х/Ф «РОМАН В РУССКОМ СТИЛЕ» 12.00 6 КАДРОВ 13.00 Т/С «ОПЕРА. ХРОНИКИ УБОЙНОГО ОТДЕЛА» 15.00 УЛЕТНОЕ ВИДЕО 16.00 ДОРОЖНЫЕ ВОЙНЫ 16.30 ВНЕ ЗАКОНА 18.00 ИХ РАЗЫСКИВАЕТ ПОЛИЦИЯ 18.30, 00.00 АНЕКДОТЫ 19.30 УЛЕТНОЕ ВИДЕО 20.30 ДОРОЖНЫЕ ВОЙНЫ 22.00 КВН. НА БИС 22.30 Т/С «СВЕТОФОР» 23.30 УЛЕТНОЕ ВИДЕО 00.30 ПОШЛЫЕ И СМЕШНЫЕ (18+) 01.00 УДАЧНАЯ НОЧЬ 01.30 СЧАСТЛИВЫЙ КОНЕЦ 02.00 Х/Ф «ЛЮБОВЬ С ПРИВИЛЕГИЯМИ»: [991, 1679, 1148, 2005]
- channel-logo: РЕН УРАЛ: [473, 1649, 633, 1673]
- program-list: 5.00 «ДОБРОЕ УТРО» 9.00, 12.00, 15.00 НОВОСТИ 9.05 КОНТРОЛЬНАЯ ЗАКУПКА 9.45 «ЖИТЬ ЗДОРОВО!» 10.55 «МОДНЫЙ ПРИГОВОР» 12.15 «ВРЕМЯ ОБЕДАТЬ!» 13.00 «ДОБРОГО ЗДОРОВЬЯ!» 13.45 «ИСТИНА ГДЕ-ТО РЯДОМ» (16+) 14.25 Т/С «ДОМРАБОТНИЦА» (16+) 15.15 САМЫЙ ЛУЧШИЙ МУЖ 16.10 «В НАШЕ ВРЕМЯ» 17.00 НАЕДИНЕ СО ВСЕМИ 18.00 ВЕЧЕРНИЕ НОВОСТИ 18.45 ДАВАЙ ПОЖЕНИМСЯ! 19.50 «ПУСТЬ ГОВОРЯТ» (16+) 21.00 «ВРЕМЯ» 21.30 Т/С «КРИК СОВЫ» 23.30 «ВЕЧЕРНИЙ УРГАНТ» (16+) 00.00 НОЧНЫЕ НОВОСТИ 00.10 «СВОБОДА И СПРАВЕДЛИВОСТЬ» (18+) 01.10 Х/Ф «28 ДНЕЙ СПУСТЯ» (18+) 03.25 Т/С «ЗАМОРОЖЕННАЯ ПЛАНЕТА» 04.25 КОНТРОЛЬНАЯ ЗАКУПКА: [130, 1174, 286, 1501]
- schedule-grid-monday: [125, 174, 1504, 1053]
- program-list: 5.45 МУЛЬТФИЛЬМЫ 9.00 Т/С «ПЯТАЯ СТРАЖА» 11.00, 18.00, 00.45 Х-ВЕРСИИ 11.30 ГОРОДСКИЕ ЛЕГЕНДЫ 12.00 Д/Ф «ШКОЛА ДИВЕРСАНТОВ» 13.00 Д/Ф «ПРИШЕЛЬЦЫ И ТРЕТИЙ РЕЙХ» 14.00 Д/Ф «42 ПОПЫТКИ УБИТЬ ГИТЛЕРА» 15.00 МИСТИЧЕСКИЕ ИСТОРИИ 16.00 Д/С «ГАДАЛКА» 17.00 ПАРАЛЛЕЛЬНЫЙ МИР 18.30 Д/С «ОХОТНИКИ ЗА ПРИВИДЕНИЯМИ» (16+) 19.30 Т/С «ПЯТАЯ СТРАЖА» 21.30 МИСТИЧЕСКИЕ ИСТОРИИ 23.00 Х/Ф «ЧЕСТНАЯ ИГРА» (16+) 01.00 ПОКЕР СТАРЗ (18+) 02.00 Х/Ф «КАПИТАН НЕМО» 05.00 Д/Ф «ПРИШЕЛЬЦЫ И ТРЕТИЙ РЕЙХ»: [1335, 1679, 1492, 1935]
- channel-column: [469, 174, 636, 1053]
- program-list: 6.00 МУЛЬТФИЛЬМЫ 6.20 ПРО ДЕКОР 7.00 МУЛЬТФИЛЬМЫ 7.55 Т/С «СЧАСТЛИВЫ ВМЕСТЕ» (16+) 9.00 ДОМ-2. LITE (16+) 10.30 ЭКСТРАСЕНСЫ ВЕДУТ РАССЛЕДОВАНИЕ (16+) 11.30 Х/Ф «НА ГРАНИ» (16+) 13.30 Т/С «УНИВЕР» (16+) 14.30 Т/С «УНИВЕР. НОВАЯ ОБЩАГА» (16+) 15.00 Т/С «НЕЗЛОБ» (16+) 15.30 Т/С «ИНТЕРНЫ» (16+) 20.00 Т/С «УНИВЕР. НОВАЯ ОБЩАГА» (16+) 20.30 Т/С «НЕЗЛОБ» (16+) 21.00 Х/Ф «МРАЧНЫЕ ТЕНИ» (16+) 23.15 ДОМ-2 (16+) 00.45 Х/Ф «ТЕОРИЯ ЗАГОВОРА» (16+) 03.20 Т/С «НИКИТА» (16+) 05.00 Т/С «ДЖОУИ» (16+) 05.30 Т/С «ПРИГОРОД» (16+): [130, 685, 284, 976]
- channel-logo: ЗВЕЗДА: [1161, 655, 1321, 679]
- program-list: 6.00 СЕЙЧАС 6.10 «АГЕНТСТВО СПЕЦИАЛЬНЫХ РАССЛЕДОВАНИЙ» (16+) 7.00 УТРО НА «5» 9.45 МЕСТО ПРОИСШЕСТВИЯ 10.00 СЕЙЧАС 10.30, 12.30 Х/Ф «Я ОБЪЯВЛЯЮ ВАМ ВОЙНУ» (16+) 12.00 СЕЙЧАС 12.45 Х/Ф «ЧТОБЫ ВЫЖИТЬ» (16+) 15.00 МЕСТО ПРОИСШЕСТВИЯ 15.30 СЕЙЧАС 16.00 ОТКРЫТАЯ СТУДИЯ 17.00 «АГЕНТСТВО СПЕЦИАЛЬНЫХ РАССЛЕДОВАНИЙ» (16+) 18.00 МЕСТО ПРОИСШЕСТВИЯ 18.30 СЕЙЧАС 19.00 Т/С «ДЕТЕКТИВЫ» (16+) 20.00 Т/С «СЛЕД» (16+) 22.00 СЕЙЧАС 22.25 Т/С «ОСА» (16+) 23.20 Х/Ф «ЖЕСТОКИЙ РОМАНС» 02.15 Х/Ф «ДОПОЛНИТЕЛЬНЫЙ ПРИБЫВАЕТ НА ВТОРОЙ ПУТЬ» 05.05 «ЖИВАЯ ИСТОРИЯ»: [819, 1679, 976, 2005]
- program-list: 6.00 Д/Ф «ГОНКИ СО СВЕРХЗВУКОМ» 7.05 Х/Ф «ГОРОД НЕВЕСТ» 9.00, 13.00 НОВОСТИ ДНЯ 9.15 Д/С «НЕВИДИМЫЙ ФРОНТ» 9.50 Х/Ф «ОНА ВАС ЛЮБИТ» 11.25 Х/Ф «КО МНЕ, МУХТАР!» 13.15 Д/С «ИЗ ВСЕХ ОРУДИЙ» 14.15, 16.15 Т/С «ЗАФРОНТОВЫЕ РАЗВЕДЧИКИ» 16.00 НОВОСТИ ДНЯ 17.15 Д/С «ЗАФРОНТОВЫЕ РАЗВЕДЧИКИ» 18.00 НОВОСТИ ДНЯ 18.30 «НЕЗРИМЫЙ БОЙ» 20.05 Х/Ф «НОЧНОЙ ПАТРУЛЬ» 22.00 НОВОСТИ ДНЯ 22.30 Х/Ф «ПРИКАЗ. ОГОНЬ НЕ ОТКРЫВАТЬ» 00.15 Х/Ф «ДОЖИТЬ ДО РАССВЕТА» 01.45 Х/Ф «СЕМЬЯ ИВАНОВЫХ» 03.40 Х/Ф «ГОЛУБОЙ КАРБУНКУЛ» 05.10 Д/Ф «ТАЙНЫ ТРЕТЬЕГО РЕЙХА» (16+): [1163, 685, 1319, 987]
- program-list: 6.00 МУЛЬТФИЛЬМЫ 7.30 М/Ф «КЛУБ ВИНКС - ШКОЛА ВОЛШЕБНИЦ» 8.00 НАСТОЯЩАЯ ЛЮБОВЬ (16+) 8.20 «6 КАДРОВ» (16+) 9.30 Т/С «МОЛОДЁЖКА» (16+) 10.30 Х/Ф «СОЛДНЫЕ ИГРЫ» (16+) 13.05 ДАЁШЬ МОЛОДЁЖЬ! 14.00 Т/С «ВОРОНИНЫ» (16+) 19.00 Т/С «ДВА ОТЦА И ДВА СЫН» (16+) 19.30 Т/С «ВОСЬМИДЕСЯТЫЕ» (16+) 20.30 Т/С «ДВА ОТЦА И ДВА СЫН» (16+) 21.00 Т/С «МОЛОДЁЖКА» (16+) 22.00 Х/Ф «ХЕРБИ-ПОБЕДИТЕЛЬ» (16+) 00.00 «НОВОСТИ - 41» 00.30 КИНО В ДЕТАЛЯХ 01.30 «6 КАДРОВ» (16+) 01.45 Х/Ф «ПОСЛЕДНИЙ ДОМ СЛЕВА» (18+) 03.45 Х/Ф «ТРУДНЫЙ РЕБЕНОК - 3» 05.30 «ЖИВОТНЫЙ СМЕХ»: [647, 685, 802, 999]
- program-list: 6.05 МУЛЬТФИЛЬМЫ 7.30 Т/С «ЧЕРЕПАШКИ-НИНДЗЯ» 7.55 Т/С «СЧАСТЛИВЫ ВМЕСТЕ» (16+) 9.00 ДОМ-2. LITE (16+) 10.30 ЭКСТРАСЕНСЫ ВЕДУТ РАССЛЕДОВАНИЕ (16+) 11.30 Х/Ф «МРАЧНЫЕ ТЕНИ» (16+) 13.30 Т/С «УНИВЕР» (16+) 14.30 Т/С «УНИВЕР. НОВАЯ ОБЩАГА» (16+) 15.00 Т/С «НЕЗЛОБ» (16+) 15.30 Т/С «РЕАЛЬНЫЕ ПАЦАНЫ» (16+) 19.00 Т/С «ИНТЕРНЫ» (16+) 20.00 Т/С «УНИВЕР. НОВАЯ ОБЩАГА» (16+) 20.30 Т/С «НЕЗЛОБ» (16+) 21.00 Х/Ф «ДВЕНАДЦАТЬ ДРУЗЕЙ ОУШЕНА» 23.20 ДОМ-2 (16+) 00.50 Х/Ф «ВАМ ПИСЬМО» 03.10 Т/С «НИКИТА» (16+) 04.50 Т/С «ДЖОУИ» (16+) 05.15 Т/С «ПРИГОРОД» (16+) 05.45 Т/С «САША + МАША» (16+): [130, 1679, 288, 1993]
- day-title: Понедельник 11 ноября: [518, 104, 1147, 144]
- channel-logo: ТВЦ: [989, 1148, 1149, 1172]
- channel-column: [297, 1148, 464, 2059]
- page-header: [125, 104, 1498, 146]
- channel-logo: Первый: [128, 1148, 289, 1172]
